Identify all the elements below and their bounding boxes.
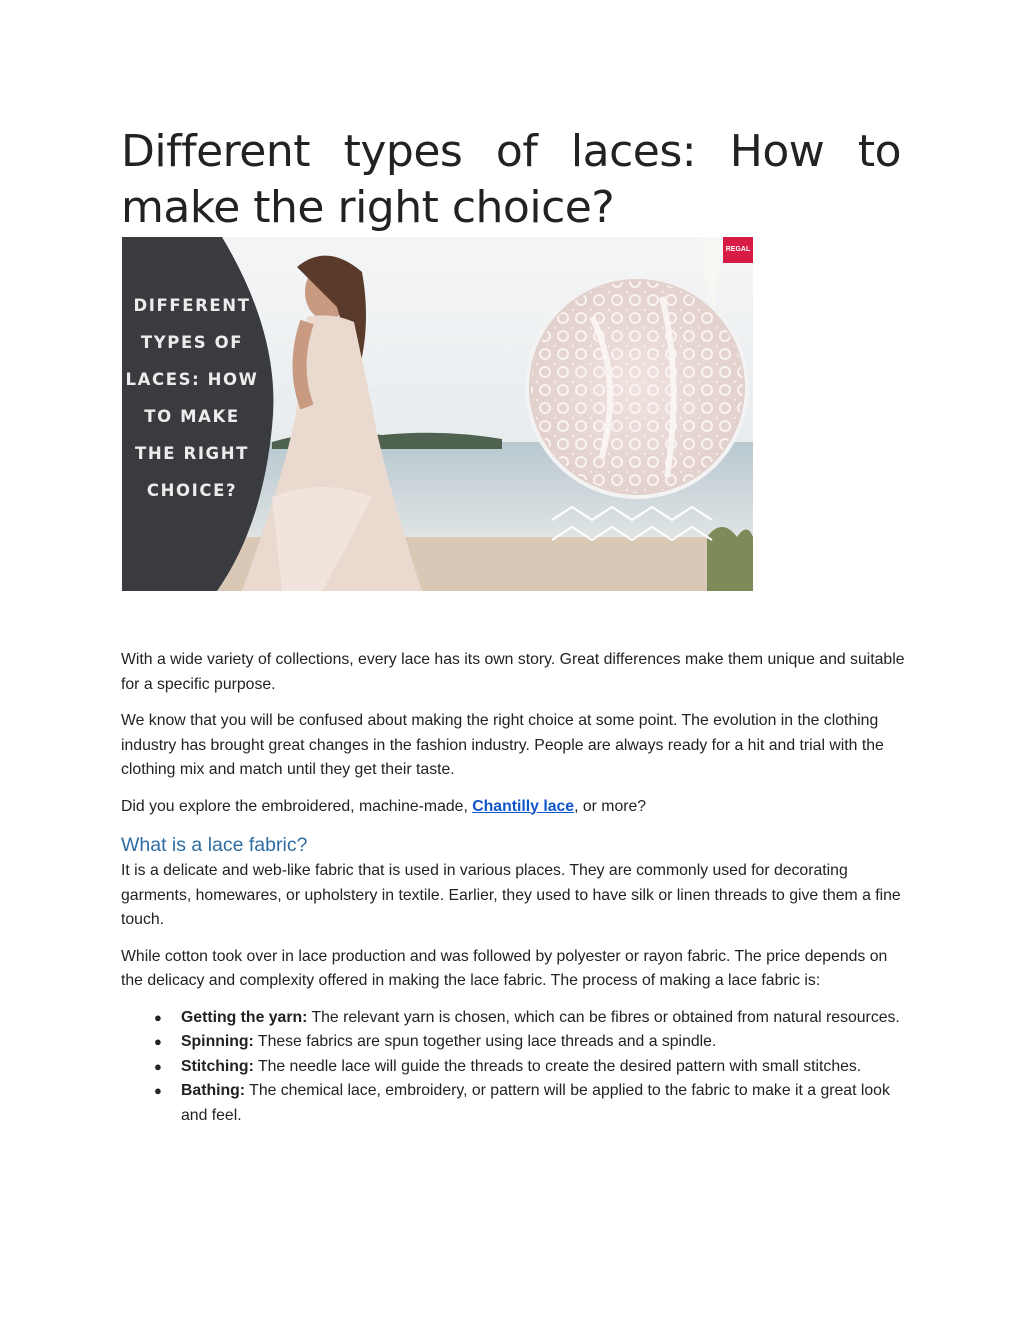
bullet-icon: ● bbox=[154, 1083, 162, 1098]
bullet-icon: ● bbox=[154, 1034, 162, 1049]
list-item bbox=[121, 1030, 905, 1055]
step-text: The needle lace will guide the threads to create the desired pattern with small stitches. bbox=[253, 1057, 862, 1075]
article-body bbox=[121, 648, 905, 1128]
step-term: Getting the yarn: bbox=[181, 1008, 308, 1026]
process-steps-list bbox=[121, 1006, 905, 1129]
list-item bbox=[121, 1055, 905, 1080]
step-text: The relevant yarn is chosen, which can be fibres or obtained from natural resources. bbox=[307, 1008, 900, 1026]
section-heading: What is a lace fabric? bbox=[121, 834, 308, 856]
list-item bbox=[121, 1079, 905, 1128]
lace-production-paragraph: While cotton took over in lace production and was followed by polyester or rayon fabric. The price depends on the delicacy and complexity offered in making the lace fabric. The process of making a lace fabric is: bbox=[121, 947, 888, 989]
brand-logo: REGAL bbox=[723, 237, 753, 263]
page-title: Different types of laces: How to make the right choice? bbox=[121, 126, 901, 233]
step-text: The chemical lace, embroidery, or pattern will be applied to the fabric to make it a great look and feel. bbox=[181, 1082, 890, 1124]
explore-text-after: , or more? bbox=[574, 797, 647, 815]
chantilly-lace-link[interactable]: Chantilly lace bbox=[472, 797, 575, 815]
bullet-icon: ● bbox=[154, 1058, 162, 1074]
hero-overlay-text: DIFFERENT TYPES OF LACES: HOW TO MAKE THE RIGHT CHOICE? bbox=[125, 296, 259, 500]
list-item bbox=[121, 1006, 905, 1031]
explore-text-before: Did you explore the embroidered, machine-made, bbox=[121, 797, 473, 815]
bullet-icon: ● bbox=[154, 1009, 162, 1025]
step-text: These fabrics are spun together using lace threads and a spindle. bbox=[253, 1033, 717, 1050]
hero-image bbox=[122, 237, 753, 591]
confusion-paragraph: We know that you will be confused about making the right choice at some point. The evolution in the clothing industry has brought great changes in the fashion industry. People are always ready for a hit and trial with the clothing mix and match until they get their taste. bbox=[121, 712, 884, 778]
step-term: Stitching: bbox=[181, 1057, 254, 1075]
step-term: Spinning: bbox=[181, 1033, 254, 1050]
step-term: Bathing: bbox=[181, 1082, 246, 1099]
intro-paragraph: With a wide variety of collections, every lace has its own story. Great differences make them unique and suitable for a specific purpose. bbox=[121, 651, 905, 693]
explore-paragraph bbox=[121, 795, 905, 820]
lace-definition-paragraph: It is a delicate and web-like fabric that is used in various places. They are commonly used for decorating garments, homewares, or upholstery in textile. Earlier, they used to have silk or linen threads to give them a fine touch. bbox=[121, 862, 901, 928]
